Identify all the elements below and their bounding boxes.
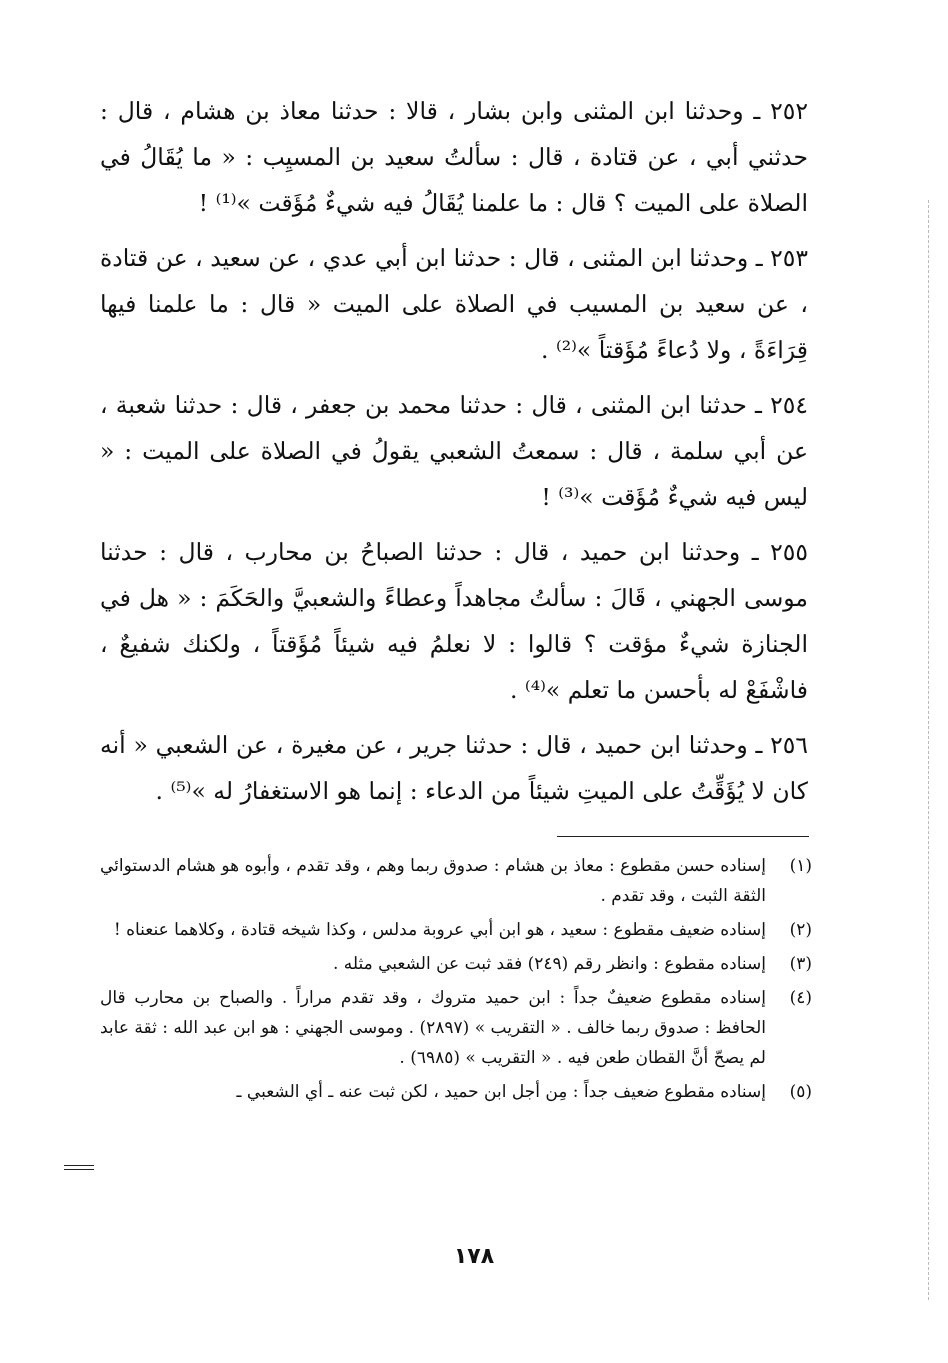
footnote-5 [100,1077,812,1107]
footnote-text: إسناده مقطوع ضعيفٌ جداً : ابن حميد متروك ، وقد تقدم مراراً . والصباح بن محارب قال الحافظ : صدوق ربما خالف . « التقريب » (٢٨٩٧) . وموسى الجهني : هو ابن عبد الله : ثقة عابد لم يصحّ أنَّ القطان طعن فيه . « التقريب » (٦٩٨٥) . [100,988,766,1068]
footnote-1 [100,851,812,911]
page-number: ١٧٨ [453,1244,495,1269]
footnote-number: (١) [789,856,812,876]
footnotes [100,851,812,1111]
hadith-252: ٢٥٢ ـ وحدثنا ابن المثنى وابن بشار ، قالا : حدثنا معاذ بن هشام ، قال : حدثني أبي ، عن قتادة ، قال : سألتُ سعيد بن المسيِب : « ما يُقَالُ في الصلاة على الميت ؟ قال : ما علمنا يُقَالُ فيه شيءٌ مُؤَقت »⁽¹⁾ ! [100,97,808,217]
footnote-number: (٣) [789,954,812,974]
footnote-divider [557,836,809,837]
continuation-mark [64,1165,94,1173]
footnote-3 [100,949,812,979]
hadith-255: ٢٥٥ ـ وحدثنا ابن حميد ، قال : حدثنا الصباحُ بن محارب ، قال : حدثنا موسى الجهني ، قَالَ : سألتُ مجاهداً وعطاءً والشعبيَّ والحَكَمَ : « هل في الجنازة شيءٌ مؤقت ؟ قالوا : لا نعلمُ فيه شيئاً مُؤَقتاً ، ولكنك شفيعٌ ، فاشْفَعْ له بأحسن ما تعلم »⁽⁴⁾ . [100,538,808,704]
footnote-text: إسناده مقطوع : وانظر رقم (٢٤٩) فقد ثبت عن الشعبي مثله . [332,954,766,974]
footnote-number: (٢) [789,920,812,940]
footnote-text: إسناده ضعيف مقطوع : سعيد ، هو ابن أبي عروبة مدلس ، وكذا شيخه قتادة ، وكلاهما عنعناه ! [113,920,766,940]
scan-edge-decoration [928,200,929,1300]
footnote-number: (٤) [789,988,812,1008]
footnote-number: (٥) [789,1082,812,1102]
hadith-256: ٢٥٦ ـ وحدثنا ابن حميد ، قال : حدثنا جرير ، عن مغيرة ، عن الشعبي « أنه كان لا يُؤَقِّتُ على الميتِ شيئاً من الدعاء : إنما هو الاستغفارُ له »⁽⁵⁾ . [100,731,808,805]
footnote-text: إسناده حسن مقطوع : معاذ بن هشام : صدوق ربما وهم ، وقد تقدم ، وأبوه هو هشام الدستوائي الثقة الثبت ، وقد تقدم . [100,856,766,906]
footnote-4 [100,983,812,1073]
footnote-2 [100,915,812,945]
footnote-text: إسناده مقطوع ضعيف جداً : مِن أجل ابن حميد ، لكن ثبت عنه ـ أي الشعبي ـ [236,1082,766,1102]
main-text [100,88,808,823]
hadith-254: ٢٥٤ ـ حدثنا ابن المثنى ، قال : حدثنا محمد بن جعفر ، قال : حدثنا شعبة ، عن أبي سلمة ، قال : سمعتُ الشعبي يقولُ في الصلاة على الميت : « ليس فيه شيءٌ مُؤَقت »⁽³⁾ ! [100,391,808,511]
hadith-253: ٢٥٣ ـ وحدثنا ابن المثنى ، قال : حدثنا ابن أبي عدي ، عن سعيد ، عن قتادة ، عن سعيد بن المسيب في الصلاة على الميت « قال : ما علمنا فيها قِرَاءَةً ، ولا دُعاءً مُؤَقتاً »⁽²⁾ . [100,244,808,364]
